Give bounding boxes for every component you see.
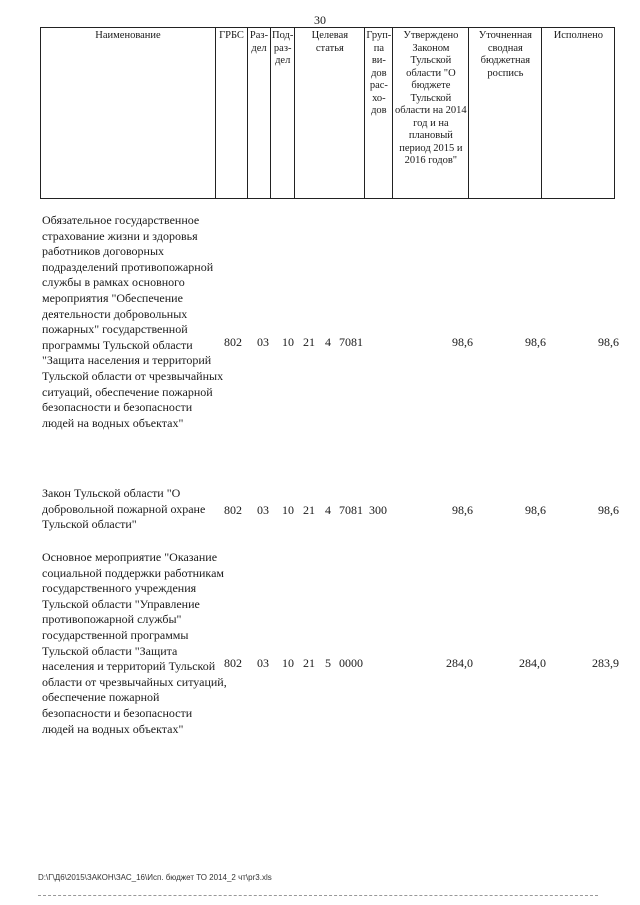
cell-approved: 284,0	[446, 656, 473, 670]
cell-target-1: 21	[303, 503, 315, 517]
row-name: Закон Тульской области "О добровольной пожарной охране Тульской области"	[42, 486, 206, 532]
header-approved: Утверждено Законом Тульской области "О бюджете Тульской области на 2014 год и на плановый период 2015 и 2016 годов"	[393, 28, 469, 199]
column-header-table	[40, 27, 615, 199]
header-expense-group: Груп- па ви- дов рас- хо- дов	[365, 28, 393, 199]
cell-target-2: 4	[325, 335, 331, 349]
cell-approved: 98,6	[452, 335, 473, 349]
row-name: Основное мероприятие "Оказание социальной поддержки работникам государственного учреждения Тульской области "Управление противопожарной службы" государственной программы Тульской области "Защита населения и территорий Тульской области от чрезвычайных ситуаций, обеспечение пожарной безопасности и безопасности людей на водных объектах"	[42, 550, 227, 736]
row-name: Обязательное государственное страхование жизни и здоровья работников договорных подразделений противопожарной службы в рамках основного мероприятия "Обеспечение деятельности добровольных пожарных" государственной программы Тульской области "Защита населения и территорий Тульской области от чрезвычайных ситуаций, обеспечение пожарной безопасности и безопасности людей на водных объектах"	[42, 213, 224, 430]
cell-target-3: 7081	[339, 503, 363, 517]
footer-file-path: D:\Г\Д6\2015\ЗАКОН\ЗАС_16\Исп. бюджет ТО 2014_2 чт\pr3.xls	[38, 873, 272, 882]
cell-executed: 283,9	[592, 656, 619, 670]
cell-executed: 98,6	[598, 503, 619, 517]
header-target-article: Целевая статья	[295, 28, 365, 199]
cell-target-2: 4	[325, 503, 331, 517]
cell-grbs: 802	[224, 503, 242, 517]
cell-razdel: 03	[257, 503, 269, 517]
cell-target-3: 0000	[339, 656, 363, 670]
cell-grbs: 802	[224, 656, 242, 670]
cell-executed: 98,6	[598, 335, 619, 349]
cell-approved: 98,6	[452, 503, 473, 517]
footer-divider	[38, 895, 598, 897]
cell-grbs: 802	[224, 335, 242, 349]
page-number: 30	[314, 13, 326, 27]
cell-target-2: 5	[325, 656, 331, 670]
cell-refined: 98,6	[525, 335, 546, 349]
header-razdel: Раз- дел	[248, 28, 271, 199]
header-executed: Исполнено	[542, 28, 615, 199]
cell-razdel: 03	[257, 335, 269, 349]
cell-razdel: 03	[257, 656, 269, 670]
header-name: Наименование	[41, 28, 216, 199]
cell-podrazdel: 10	[282, 503, 294, 517]
cell-podrazdel: 10	[282, 656, 294, 670]
cell-target-1: 21	[303, 656, 315, 670]
header-podrazdel: Под- раз- дел	[271, 28, 295, 199]
cell-refined: 98,6	[525, 503, 546, 517]
header-refined: Уточненная сводная бюджетная роспись	[469, 28, 542, 199]
cell-podrazdel: 10	[282, 335, 294, 349]
cell-expense-group: 300	[369, 503, 387, 517]
cell-target-3: 7081	[339, 335, 363, 349]
cell-target-1: 21	[303, 335, 315, 349]
cell-refined: 284,0	[519, 656, 546, 670]
header-grbs: ГРБС	[216, 28, 248, 199]
